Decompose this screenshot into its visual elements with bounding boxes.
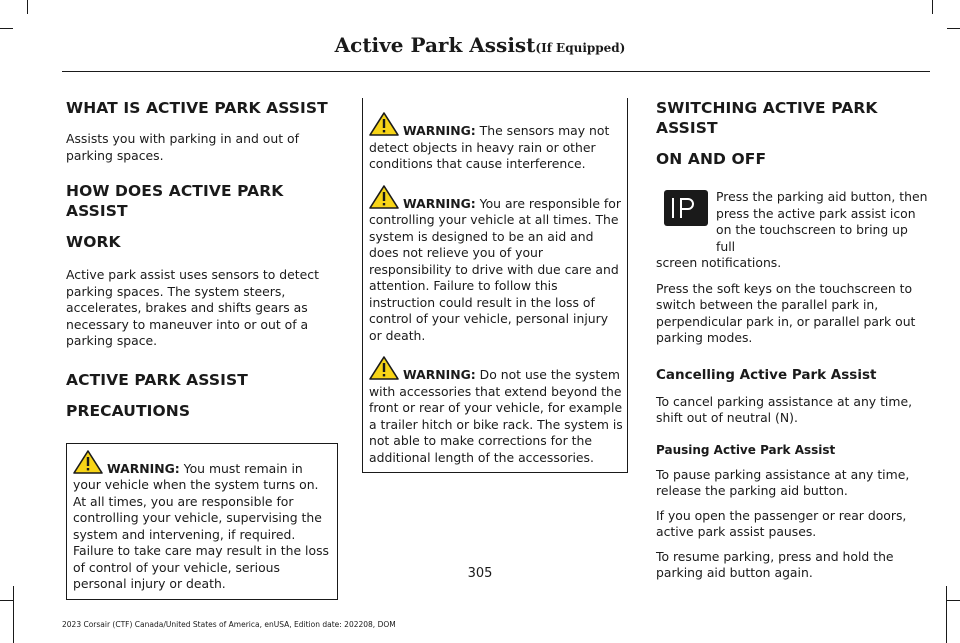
footer-doc-info: 2023 Corsair (CTF) Canada/United States of America, enUSA, Edition date: 202208, DOM [62,620,396,629]
warning-triangle-icon [73,450,103,474]
warning-1-text: You must remain in your vehicle when the system turns on. At all times, you are responsible for controlling your vehicle, supervising the system and intervening, if required. Failure to take care may result in the loss of control of your vehicle, serious personal injury or death. [73,460,329,591]
warning-1-label: WARNING: [107,460,180,476]
warning-3-label: WARNING: [403,195,476,211]
para-press-a: Press the parking aid button, then press the active park assist icon on the touchscreen to bring up full [716,189,928,254]
para-what-is: Assists you with parking in and out of parking spaces. [66,131,299,163]
press-block [656,189,928,272]
page-number: 305 [467,566,493,581]
crop-mark-top-left-v [27,0,28,14]
warning-box-2 [362,98,628,473]
warning-triangle-icon [369,356,399,380]
heading-precautions [66,370,332,421]
crop-mark-bottom-right [946,586,947,643]
para-soft-keys: Press the soft keys on the touchscreen to switch between the parallel park in, perpendicular park in, or parallel park out parking modes. [656,280,916,345]
heading-how-does [66,181,332,252]
warning-4 [369,356,623,466]
warning-2-label: WARNING: [403,123,476,138]
heading-switching [656,98,928,169]
warning-triangle-icon [369,112,399,136]
heading-prec-line-1: ACTIVE PARK ASSIST [66,370,248,389]
warning-2-text: The sensors may not detect objects in heavy rain or other conditions that cause interference. [369,123,610,171]
crop-mark-top-right-v [932,0,933,14]
heading-prec-line-2: PRECAUTIONS [66,401,191,420]
warning-triangle-icon [369,185,399,209]
heading-switch-line-1: SWITCHING ACTIVE PARK ASSIST [656,99,878,137]
parking-p-glyph-icon [670,195,702,221]
crop-mark-top-left [0,28,13,29]
heading-pausing: Pausing Active Park Assist [656,442,836,457]
heading-switch-line-2: ON AND OFF [656,150,767,168]
header-rule [62,71,930,72]
warning-3-text: You are responsible for controlling your vehicle at all times. The system is designed to be an aid and does not relieve you of your responsibility to drive with due care and attention. Failure to follow this instruction could result in the loss of control of your vehicle, personal injury or death. [369,195,621,343]
crop-mark-bottom-right-h [947,600,960,601]
title-main: Active Park Assist [334,33,536,57]
column-2 [362,98,628,473]
column-3 [656,98,928,582]
title-subtitle: (If Equipped) [535,41,626,55]
warning-3 [369,185,623,345]
crop-mark-top-right [947,28,960,29]
heading-how-line-2: WORK [66,233,121,251]
para-pause: To pause parking assistance at any time, release the parking aid button. [656,466,910,498]
page-title [0,33,960,57]
warning-4-label: WARNING: [403,367,476,382]
heading-what-is-text: WHAT IS ACTIVE PARK ASSIST [66,99,328,117]
para-resume: To resume parking, press and hold the parking aid button again. [656,548,894,580]
warning-4-text: Do not use the system with accessories that extend beyond the front or rear of your vehicle, for example a trailer hitch or bike rack. The system is not able to make corrections for the additional length of the accessories. [369,367,623,465]
crop-mark-bottom-left [13,586,14,643]
heading-cancelling: Cancelling Active Park Assist [656,366,877,383]
para-cancel: To cancel parking assistance at any time, shift out of neutral (N). [656,393,913,425]
para-press-b: screen notifications. [656,255,782,270]
column-1 [66,98,332,600]
para-open-doors: If you open the passenger or rear doors, active park assist pauses. [656,507,907,539]
warning-2 [369,112,623,173]
crop-mark-bottom-left-h [0,600,13,601]
heading-how-line-1: HOW DOES ACTIVE PARK ASSIST [66,182,284,220]
para-how: Active park assist uses sensors to detect parking spaces. The system steers, accelerates, brakes and shifts gears as necessary to maneuver into or out of a parking space. [66,267,319,348]
heading-what-is [66,98,332,118]
parking-aid-button-icon [664,190,708,226]
